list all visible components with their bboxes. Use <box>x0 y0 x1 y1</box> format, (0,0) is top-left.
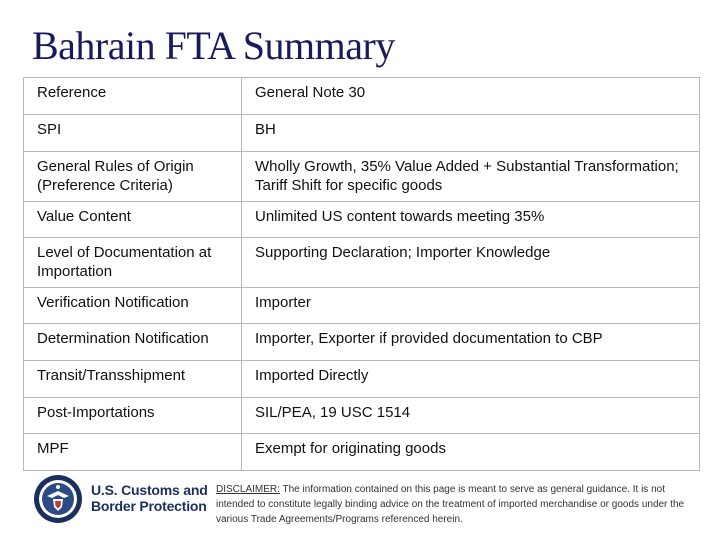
row-value: Importer, Exporter if provided documentation to CBP <box>242 324 700 361</box>
disclaimer-text: The information contained on this page is meant to serve as general guidance. It is not intended to constitute legally binding advice on the treatment of imported merchandise or goods under the various Trade Agreements/Programs referenced herein. <box>216 484 685 525</box>
table-row <box>24 202 700 238</box>
row-label: Verification Notification <box>24 288 242 324</box>
row-value: Unlimited US content towards meeting 35% <box>242 202 700 238</box>
row-value: SIL/PEA, 19 USC 1514 <box>242 398 700 434</box>
table-row <box>24 78 700 115</box>
row-label: Value Content <box>24 202 242 238</box>
disclaimer-label: DISCLAIMER: <box>216 484 280 495</box>
row-label: SPI <box>24 115 242 152</box>
table-row <box>24 152 700 202</box>
row-label: Determination Notification <box>24 324 242 361</box>
page-title: Bahrain FTA Summary <box>32 23 395 68</box>
table-row <box>24 324 700 361</box>
row-label: Post-Importations <box>24 398 242 434</box>
table-row <box>24 361 700 398</box>
row-value: Exempt for originating goods <box>242 434 700 471</box>
table-row <box>24 288 700 324</box>
row-label: Level of Documentation at Importation <box>24 238 242 288</box>
cbp-logo <box>33 474 213 524</box>
logo-text <box>91 482 208 514</box>
table-row <box>24 238 700 288</box>
logo-line-1: U.S. Customs and <box>91 482 208 498</box>
row-value: BH <box>242 115 700 152</box>
row-value: Imported Directly <box>242 361 700 398</box>
logo-line-2: Border Protection <box>91 498 207 514</box>
row-label: General Rules of Origin (Preference Criteria) <box>24 152 242 202</box>
table-row <box>24 115 700 152</box>
table-row <box>24 398 700 434</box>
row-value: Wholly Growth, 35% Value Added + Substantial Transformation; Tariff Shift for specific goods <box>242 152 700 202</box>
row-label: MPF <box>24 434 242 471</box>
row-value: General Note 30 <box>242 78 700 115</box>
row-label: Transit/Transshipment <box>24 361 242 398</box>
dhs-seal-icon <box>33 474 83 524</box>
row-value: Importer <box>242 288 700 324</box>
disclaimer <box>216 482 704 527</box>
table-row <box>24 434 700 471</box>
row-label: Reference <box>24 78 242 115</box>
row-value: Supporting Declaration; Importer Knowledge <box>242 238 700 288</box>
summary-table <box>23 77 700 471</box>
